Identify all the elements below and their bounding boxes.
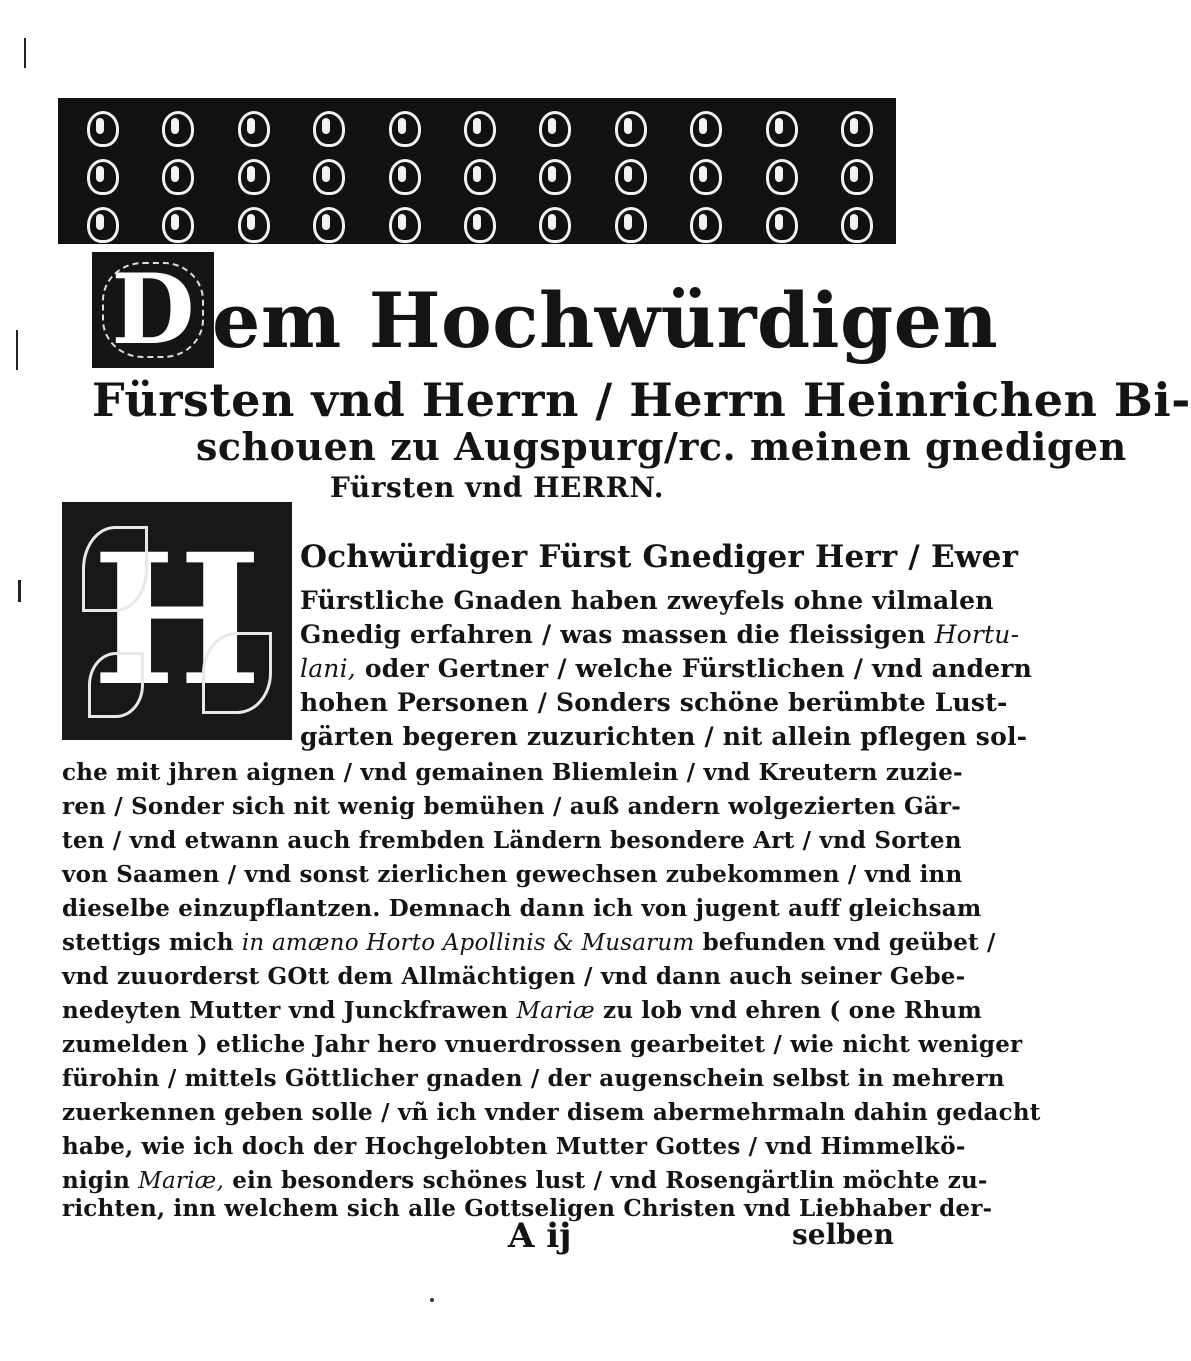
ornament-motif xyxy=(295,201,357,243)
ornament-motif xyxy=(144,105,206,147)
text-fragment: Gnedig erfahren / was massen die fleissigen xyxy=(300,620,926,649)
text-line: hohen Personen / Sonders schöne berümbte Lust- xyxy=(300,688,1008,717)
ornament-motif xyxy=(371,201,433,243)
ornament-motif xyxy=(597,201,659,243)
text-fragment: ein besonders schönes lust / vnd Rosengärtlin möchte zu- xyxy=(232,1167,988,1194)
ornament-motif xyxy=(220,201,282,243)
ornament-motif xyxy=(672,201,734,243)
title-line-4: Fürsten vnd HERRN. xyxy=(330,471,664,504)
ornament-motif xyxy=(295,153,357,195)
ornament-motif xyxy=(672,105,734,147)
text-line xyxy=(300,618,1019,652)
signature-mark: A ij xyxy=(508,1216,572,1256)
ornament-row xyxy=(62,102,892,150)
title-line-3: schouen zu Augspurg/rc. meinen gnedigen xyxy=(196,424,1127,469)
ornament-motif xyxy=(521,201,583,243)
ornament-motif xyxy=(748,153,810,195)
initial-letter: H xyxy=(91,515,263,726)
text-fragment: nigin xyxy=(62,1167,131,1194)
scan-mark xyxy=(24,38,26,68)
ornament-motif xyxy=(295,105,357,147)
text-line: von Saamen / vnd sonst zierlichen gewechsen zubekommen / vnd inn xyxy=(62,861,963,888)
text-line: che mit jhren aignen / vnd gemainen Bliemlein / vnd Kreutern zuzie- xyxy=(62,759,963,786)
latin-name: Mariæ xyxy=(516,998,595,1024)
ornament-motif xyxy=(748,201,810,243)
ornament-motif xyxy=(446,201,508,243)
scan-mark xyxy=(16,330,18,370)
ornament-row xyxy=(62,198,892,246)
title-initial-d: D xyxy=(92,252,214,368)
initial-leaf-ornament xyxy=(88,652,144,718)
ornament-motif xyxy=(69,201,131,243)
catchword: selben xyxy=(792,1218,894,1251)
ornament-motif xyxy=(446,153,508,195)
ornament-motif xyxy=(823,201,885,243)
text-fragment: nedeyten Mutter vnd Junckfrawen xyxy=(62,997,509,1024)
ornament-motif xyxy=(521,105,583,147)
ornament-motif xyxy=(69,105,131,147)
ornament-motif xyxy=(597,105,659,147)
ornament-motif xyxy=(823,153,885,195)
text-fragment: zu lob vnd ehren ( one Rhum xyxy=(603,997,982,1024)
text-line: dieselbe einzupflantzen. Demnach dann ich von jugent auff gleichsam xyxy=(62,895,982,922)
title-line-1: em Hochwürdigen xyxy=(212,276,999,365)
ornament-motif xyxy=(672,153,734,195)
latin-term: lani, xyxy=(300,654,356,683)
text-line: vnd zuuorderst GOtt dem Allmächtigen / vnd dann auch seiner Gebe- xyxy=(62,963,966,990)
text-line xyxy=(62,926,996,960)
text-fragment: stettigs mich xyxy=(62,929,234,956)
text-line xyxy=(62,994,982,1028)
ornament-motif xyxy=(144,153,206,195)
text-line: Fürstliche Gnaden haben zweyfels ohne vilmalen xyxy=(300,586,994,615)
decorated-initial-h xyxy=(62,502,292,740)
ornament-motif xyxy=(371,153,433,195)
latin-name: Mariæ, xyxy=(138,1168,224,1194)
scan-dot xyxy=(430,1298,434,1302)
latin-term: Hortu- xyxy=(934,620,1020,649)
ornament-motif xyxy=(521,153,583,195)
initial-leaf-ornament xyxy=(82,526,148,612)
text-line: ren / Sonder sich nit wenig bemühen / auß andern wolgezierten Gär- xyxy=(62,793,961,820)
text-line: zumelden ) etliche Jahr hero vnuerdrossen gearbeitet / wie nicht weniger xyxy=(62,1031,1023,1058)
ornament-motif xyxy=(220,153,282,195)
text-line: gärten begeren zuzurichten / nit allein pflegen sol- xyxy=(300,722,1028,751)
ornament-motif xyxy=(371,105,433,147)
ornament-motif xyxy=(144,201,206,243)
text-fragment: oder Gertner / welche Fürstlichen / vnd andern xyxy=(364,654,1032,683)
ornament-motif xyxy=(748,105,810,147)
initial-leaf-ornament xyxy=(202,632,272,714)
latin-phrase: in amæno Horto Apollinis & Musarum xyxy=(241,930,695,956)
ornament-motif xyxy=(823,105,885,147)
ornamental-header-band xyxy=(58,98,896,244)
ornament-motif xyxy=(597,153,659,195)
ornament-row xyxy=(62,150,892,198)
ornament-motif xyxy=(220,105,282,147)
text-line: Ochwürdiger Fürst Gnediger Herr / Ewer xyxy=(300,539,1019,575)
ornament-motif xyxy=(69,153,131,195)
text-line: ten / vnd etwann auch frembden Ländern besondere Art / vnd Sorten xyxy=(62,827,962,854)
ornament-motif xyxy=(446,105,508,147)
text-line: habe, wie ich doch der Hochgelobten Mutter Gottes / vnd Himmelkö- xyxy=(62,1133,966,1160)
text-line: fürohin / mittels Göttlicher gnaden / der augenschein selbst in mehrern xyxy=(62,1065,1005,1092)
text-fragment: befunden vnd geübet / xyxy=(702,929,996,956)
text-line: zuerkennen geben solle / vñ ich vnder disem abermehrmaln dahin gedacht xyxy=(62,1099,1041,1126)
title-line-2: Fürsten vnd Herrn / Herrn Heinrichen Bi- xyxy=(92,373,1191,427)
text-line xyxy=(300,652,1032,686)
text-line: richten, inn welchem sich alle Gottseligen Christen vnd Liebhaber der- xyxy=(62,1195,993,1222)
scan-mark xyxy=(18,580,21,602)
